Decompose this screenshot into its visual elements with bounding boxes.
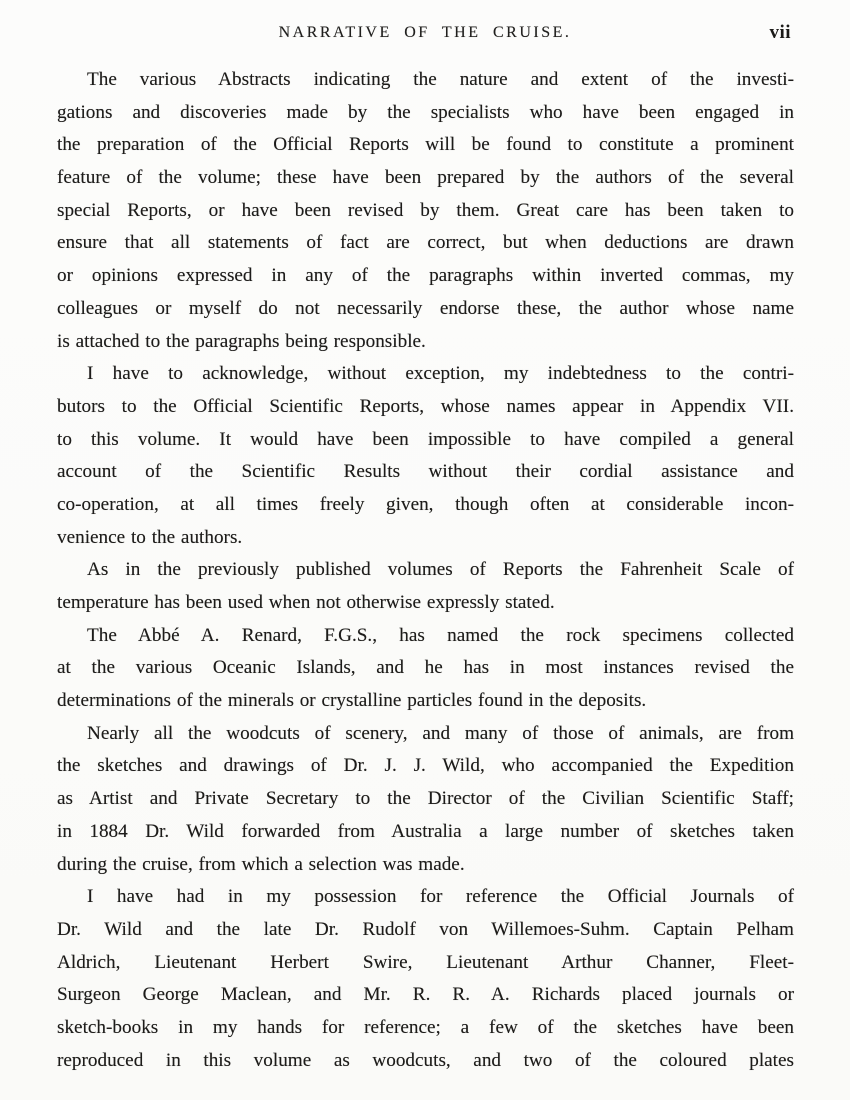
page-number: vii: [769, 22, 791, 43]
text-line: at the various Oceanic Islands, and he has in most instances revised the: [57, 657, 794, 679]
text-line: account of the Scientific Results without their cordial assistance and: [57, 461, 794, 483]
text-line: special Reports, or have been revised by them. Great care has been taken to: [57, 199, 794, 221]
text-line: the preparation of the Official Reports will be found to constitute a prominent: [57, 134, 794, 156]
body-text: [57, 64, 794, 1077]
text-line: venience to the authors.: [57, 526, 243, 548]
text-line: the sketches and drawings of Dr. J. J. Wild, who accompanied the Expedition: [57, 755, 794, 777]
text-line: I have had in my possession for reference the Official Journals of: [87, 886, 794, 908]
text-line: as Artist and Private Secretary to the Director of the Civilian Scientific Staff;: [57, 788, 794, 810]
paragraph: [57, 718, 794, 881]
text-line: The Abbé A. Renard, F.G.S., has named the rock specimens collected: [87, 624, 794, 646]
paragraph: [57, 620, 794, 718]
paragraph: [57, 64, 794, 358]
paragraph: [57, 881, 794, 1077]
paragraph: [57, 554, 794, 619]
text-line: The various Abstracts indicating the nature and extent of the investi-: [87, 69, 794, 90]
text-line: or opinions expressed in any of the paragraphs within inverted commas, my: [57, 265, 794, 287]
text-line: during the cruise, from which a selection was made.: [57, 853, 465, 875]
text-line: feature of the volume; these have been prepared by the authors of the several: [57, 167, 794, 189]
text-line: Nearly all the woodcuts of scenery, and many of those of animals, are from: [87, 722, 794, 744]
text-line: Dr. Wild and the late Dr. Rudolf von Willemoes-Suhm. Captain Pelham: [57, 918, 794, 940]
text-line: Aldrich, Lieutenant Herbert Swire, Lieutenant Arthur Channer, Fleet-: [57, 951, 794, 973]
text-line: temperature has been used when not otherwise expressly stated.: [57, 592, 555, 613]
text-line: co-operation, at all times freely given, though often at considerable incon-: [57, 493, 794, 515]
page-title: NARRATIVE OF THE CRUISE.: [278, 24, 572, 41]
text-line: colleagues or myself do not necessarily endorse these, the author whose name: [57, 297, 794, 319]
text-line: butors to the Official Scientific Reports, whose names appear in Appendix VII.: [57, 395, 794, 417]
text-line: is attached to the paragraphs being responsible.: [57, 330, 426, 352]
running-header: [57, 22, 793, 48]
text-line: to this volume. It would have been impossible to have compiled a general: [57, 428, 794, 450]
text-line: gations and discoveries made by the specialists who have been engaged in: [57, 101, 794, 123]
text-line: sketch-books in my hands for reference; a few of the sketches have been: [57, 1016, 794, 1038]
text-line: ensure that all statements of fact are correct, but when deductions are drawn: [57, 232, 794, 254]
paragraph: [57, 358, 794, 554]
text-line: in 1884 Dr. Wild forwarded from Australia a large number of sketches taken: [57, 820, 794, 842]
text-line: I have to acknowledge, without exception, my indebtedness to the contri-: [87, 363, 794, 385]
text-line: reproduced in this volume as woodcuts, and two of the coloured plates: [57, 1049, 794, 1071]
text-line: determinations of the minerals or crystalline particles found in the deposits.: [57, 690, 647, 712]
text-line: As in the previously published volumes of Reports the Fahrenheit Scale of: [87, 559, 794, 581]
text-line: Surgeon George Maclean, and Mr. R. R. A. Richards placed journals or: [57, 984, 794, 1006]
